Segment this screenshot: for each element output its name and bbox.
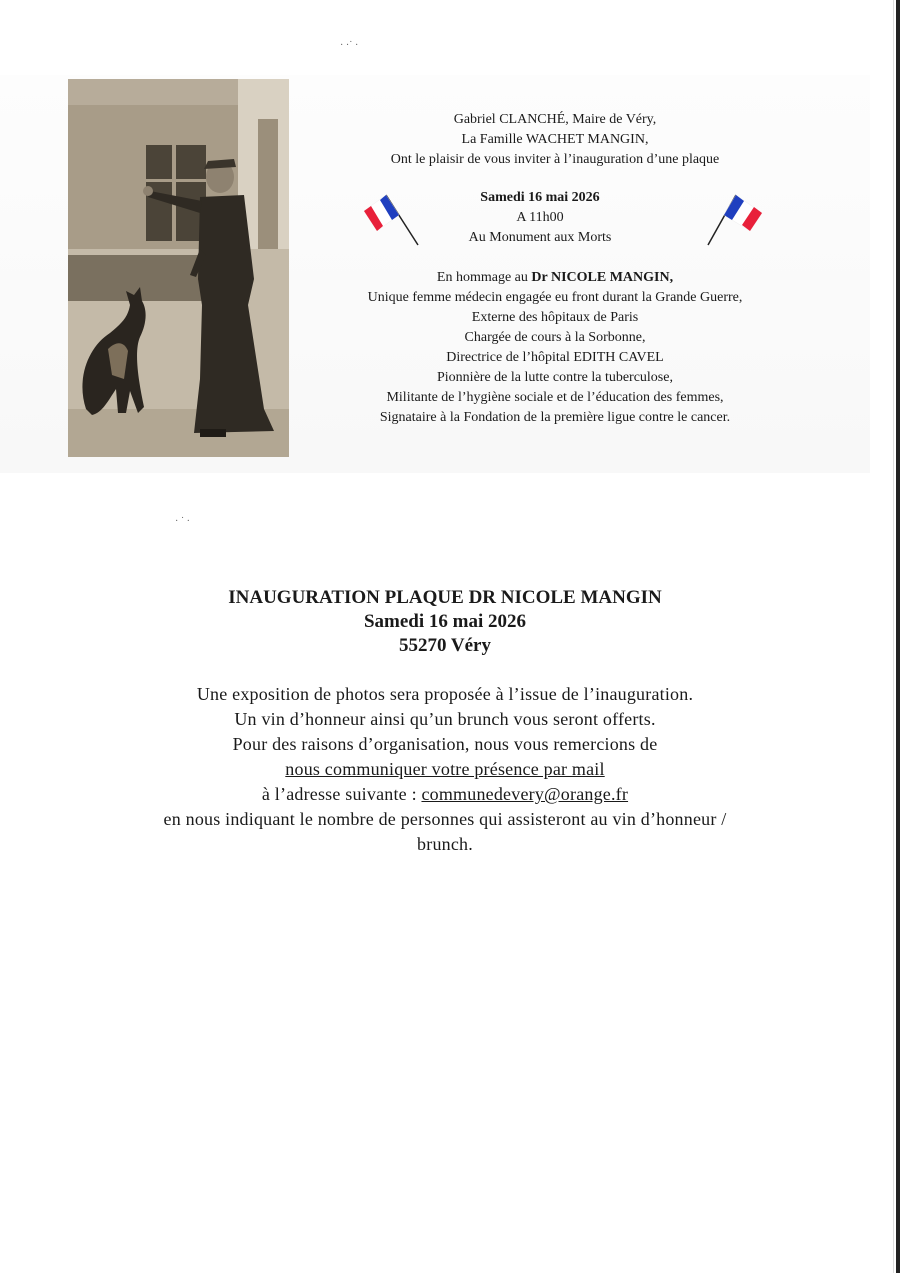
email-link[interactable]: communedevery@orange.fr — [421, 784, 629, 804]
rsvp-instruction: nous communiquer votre présence par mail — [285, 759, 605, 779]
scan-specks: · ·˙ · — [340, 40, 359, 51]
tribute-line: Unique femme médecin engagée eu front durant la Grande Guerre, — [367, 290, 743, 305]
tribute-line: Militante de l’hygiène sociale et de l’éducation des femmes, — [386, 390, 724, 405]
announcement-date: Samedi 16 mai 2026 — [363, 611, 527, 632]
tribute-line: Chargée de cours à la Sorbonne, — [464, 330, 646, 345]
event-date: Samedi 16 mai 2026 — [480, 190, 600, 205]
historic-photo — [68, 79, 289, 457]
details-line: Un vin d’honneur ainsi qu’un brunch vous seront offerts. — [234, 709, 656, 729]
announcement-details — [100, 682, 790, 857]
tribute-name: Dr NICOLE MANGIN, — [531, 270, 674, 285]
french-flag-icon — [356, 193, 422, 247]
tribute-line: Pionnière de la lutte contre la tuberculose, — [437, 370, 673, 385]
tribute-heading — [300, 268, 810, 288]
invitation-hosts — [330, 110, 780, 170]
tribute-line: Signataire à la Fondation de la première ligue contre le cancer. — [379, 410, 731, 425]
scan-specks: · ˙ · — [175, 516, 190, 527]
details-line: Une exposition de photos sera proposée à l’issue de l’inauguration. — [196, 684, 694, 704]
event-time: A 11h00 — [516, 210, 564, 225]
details-line: en nous indiquant le nombre de personnes qui assisteront au vin d’honneur / — [163, 809, 727, 829]
host-line: Gabriel CLANCHÉ, Maire de Véry, — [453, 112, 657, 127]
tribute-text — [300, 268, 810, 428]
host-line: La Famille WACHET MANGIN, — [461, 132, 649, 147]
page-edge-shadow — [893, 0, 894, 1273]
tribute-line: Directrice de l’hôpital EDITH CAVEL — [446, 350, 664, 365]
announcement-title: INAUGURATION PLAQUE DR NICOLE MANGIN — [228, 587, 662, 608]
email-line — [100, 782, 790, 807]
details-line: brunch. — [417, 834, 473, 854]
event-details — [430, 188, 650, 248]
announcement-location: 55270 Véry — [399, 635, 491, 656]
event-place: Au Monument aux Morts — [468, 230, 612, 245]
host-line: Ont le plaisir de vous inviter à l’inauguration d’une plaque — [390, 152, 720, 167]
page-edge — [896, 0, 900, 1273]
details-line: Pour des raisons d’organisation, nous vous remercions de — [232, 734, 658, 754]
tribute-prefix: En hommage au — [436, 270, 532, 285]
french-flag-icon — [704, 193, 770, 247]
email-prefix: à l’adresse suivante : — [261, 784, 422, 804]
announcement-title-block — [150, 586, 740, 658]
tribute-line: Externe des hôpitaux de Paris — [471, 310, 639, 325]
